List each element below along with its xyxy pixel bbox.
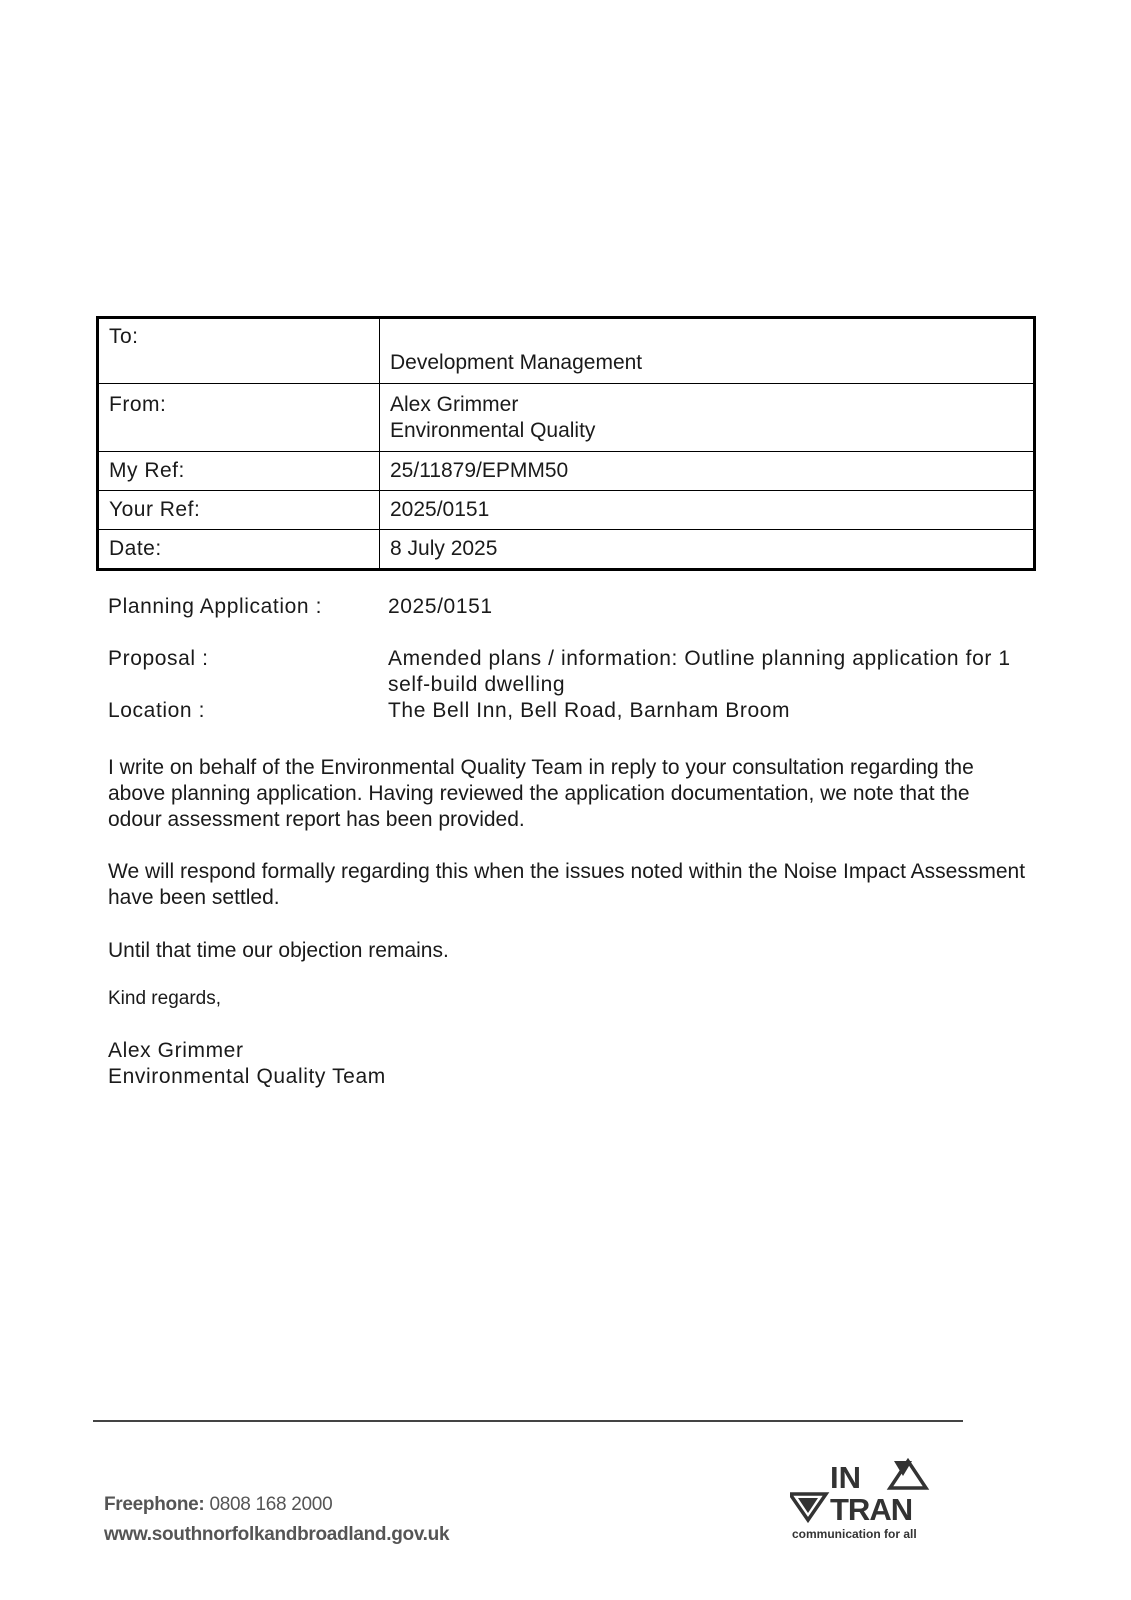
planning-application-value: 2025/0151 <box>388 595 493 618</box>
logo-tagline: communication for all <box>792 1527 917 1541</box>
my-ref-value: 25/11879/EPMM50 <box>380 452 1035 491</box>
location-value: The Bell Inn, Bell Road, Barnham Broom <box>388 699 791 722</box>
signature-team: Environmental Quality Team <box>108 1065 386 1088</box>
date-label: Date: <box>98 530 380 570</box>
to-label: To: <box>98 318 380 384</box>
your-ref-label: Your Ref: <box>98 491 380 530</box>
sign-off: Kind regards, <box>108 988 222 1009</box>
memo-header-table <box>96 316 1036 571</box>
body-paragraph-1: I write on behalf of the Environmental Quality Team in reply to your consultation regarding the above planning application. Having reviewed the application documentation, we note that the odour assessment report has been provided. <box>108 756 974 831</box>
from-value <box>380 384 1035 452</box>
freephone-line <box>104 1490 449 1520</box>
from-label: From: <box>98 384 380 452</box>
logo-line-2: TRAN <box>830 1492 913 1527</box>
intran-logo <box>790 1458 950 1548</box>
body-paragraph-2: We will respond formally regarding this when the issues noted within the Noise Impact Assessment have been settled. <box>108 860 1026 909</box>
logo-line-1: IN <box>830 1460 861 1495</box>
body-paragraph-3: Until that time our objection remains. <box>108 939 449 962</box>
proposal-label: Proposal : <box>108 647 209 670</box>
signature-block <box>108 1038 386 1090</box>
from-department: Environmental Quality <box>390 419 596 442</box>
freephone-number: 0808 168 2000 <box>209 1494 333 1515</box>
memo-row-to <box>98 318 1035 384</box>
triangle-fill-icon <box>894 1461 912 1476</box>
your-ref-value: 2025/0151 <box>380 491 1035 530</box>
footer-divider <box>93 1420 963 1422</box>
footer-contact <box>104 1490 449 1550</box>
from-name: Alex Grimmer <box>390 393 519 416</box>
location-label: Location : <box>108 699 206 722</box>
planning-application-label: Planning Application : <box>108 595 323 618</box>
memo-row-date <box>98 530 1035 570</box>
my-ref-label: My Ref: <box>98 452 380 491</box>
date-value: 8 July 2025 <box>380 530 1035 570</box>
freephone-label: Freephone: <box>104 1494 205 1515</box>
to-value: Development Management <box>380 318 1035 384</box>
memo-row-your-ref <box>98 491 1035 530</box>
signature-name: Alex Grimmer <box>108 1039 244 1062</box>
proposal-value: Amended plans / information: Outline planning application for 1 self-build dwelling <box>388 647 1011 696</box>
website-link[interactable]: www.southnorfolkandbroadland.gov.uk <box>104 1524 450 1545</box>
memo-row-my-ref <box>98 452 1035 491</box>
memo-row-from <box>98 384 1035 452</box>
